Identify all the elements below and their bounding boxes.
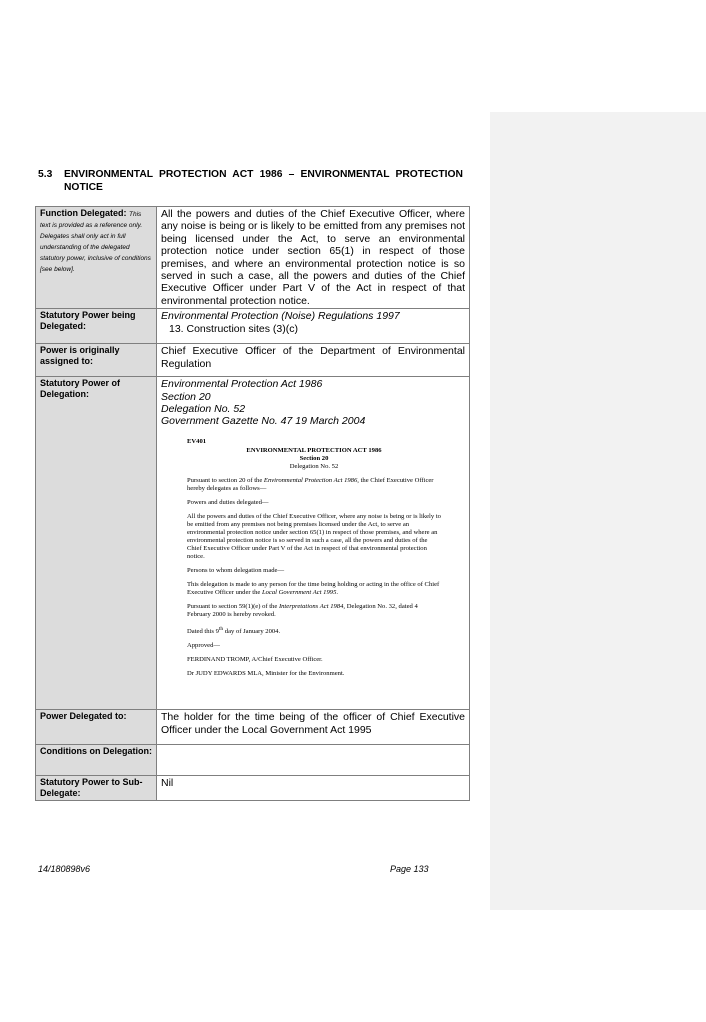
delegation-table	[35, 206, 470, 801]
power-delegated-to-label: Power Delegated to:	[36, 710, 157, 745]
table-row	[36, 745, 470, 776]
regulation-title: Environmental Protection (Noise) Regulations 1997	[161, 310, 400, 323]
section-number: 5.3	[38, 169, 53, 180]
gazette-paragraph: Persons to whom delegation made—	[187, 566, 285, 574]
row-label-cell	[36, 207, 157, 309]
gazette-paragraph: Pursuant to section 20 of the Environmental Protection Act 1986, the Chief Executive Officer hereby delegates as follows—	[187, 476, 434, 492]
act-section: Section 20	[161, 390, 211, 403]
table-row	[36, 344, 470, 377]
reference-note: This text is provided as a reference only. Delegates shall only act in full understanding of the delegated statutory power, inclusive of conditions [see below].	[40, 211, 151, 273]
table-row	[36, 377, 470, 710]
gazette-notice-image	[187, 438, 441, 678]
page-number: Page 133	[390, 864, 429, 874]
gazette-paragraph: Dated this 9th day of January 2004.	[187, 625, 281, 636]
table-row	[36, 309, 470, 344]
originally-assigned-label: Power is originally assigned to:	[36, 344, 157, 377]
gazette-signatory: FERDINAND TROMP, A/Chief Executive Officer.	[187, 656, 323, 664]
conditions-value	[157, 745, 470, 776]
originally-assigned-value: Chief Executive Officer of the Department of Environmental Regulation	[157, 344, 470, 377]
regulation-section: 13. Construction sites (3)(c)	[169, 322, 298, 335]
statutory-power-delegation-cell	[157, 377, 470, 710]
sub-delegate-label: Statutory Power to Sub-Delegate:	[36, 776, 157, 801]
statutory-power-delegated-label: Statutory Power being Delegated:	[36, 309, 157, 344]
gazette-delegation: Delegation No. 52	[289, 462, 339, 470]
gazette-section: Section 20	[299, 454, 329, 462]
sub-delegate-value: Nil	[157, 776, 470, 801]
gazette-paragraph: All the powers and duties of the Chief Executive Officer, where any noise is being or is likely to be emitted from any premises not being premises licensed under the Act, to serve an environmental protection notice under section 65(1) in respect of those premises, and where an environmental protection notice is so served in such a case, all the powers and duties of the Chief Executive Officer under Part V of the Act in respect of that environmental protection notice.	[187, 512, 441, 560]
delegation-number: Delegation No. 52	[161, 403, 246, 416]
gazette-signatory: Dr JUDY EDWARDS MLA, Minister for the Environment.	[187, 670, 345, 678]
function-delegated-value: All the powers and duties of the Chief Executive Officer, where any noise is being or is likely to be emitted from any premises not being licensed under the Act, to serve an environmental protection notice under section 65(1) in respect of those premises, and where an environmental protection notice is so served in such a case, all the powers and duties of the Chief Executive Officer under Part V of the Act in respect of that environmental protection notice.	[157, 207, 470, 309]
comment-margin-panel	[490, 112, 706, 910]
act-name: Environmental Protection Act 1986	[161, 378, 323, 391]
statutory-power-delegation-label: Statutory Power of Delegation:	[36, 377, 157, 710]
section-title: ENVIRONMENTAL PROTECTION ACT 1986 – ENVIRONMENTAL PROTECTION NOTICE	[64, 169, 463, 193]
power-delegated-to-value: The holder for the time being of the officer of Chief Executive Officer under the Local Government Act 1995	[157, 710, 470, 745]
document-reference: 14/180898v6	[38, 864, 91, 874]
gazette-paragraph: Approved—	[187, 642, 220, 650]
gazette-code: EV401	[187, 437, 207, 445]
table-row	[36, 776, 470, 801]
function-delegated-label: Function Delegated:	[40, 208, 127, 218]
gazette-paragraph: Pursuant to section 59(1)(e) of the Interpretations Act 1984, Delegation No. 32, dated 4 February 2000 is hereby revoked.	[187, 602, 418, 618]
gazette-paragraph: This delegation is made to any person for the time being holding or acting in the office of Chief Executive Officer under the Local Government Act 1995.	[187, 580, 440, 596]
statutory-power-delegated-cell	[157, 309, 470, 344]
gazette-act-title: ENVIRONMENTAL PROTECTION ACT 1986	[246, 446, 382, 454]
table-row	[36, 710, 470, 745]
gazette-paragraph: Powers and duties delegated—	[187, 498, 269, 506]
section-heading	[38, 168, 463, 194]
table-row	[36, 207, 470, 309]
gazette-reference: Government Gazette No. 47 19 March 2004	[161, 415, 366, 428]
conditions-label: Conditions on Delegation:	[36, 745, 157, 776]
